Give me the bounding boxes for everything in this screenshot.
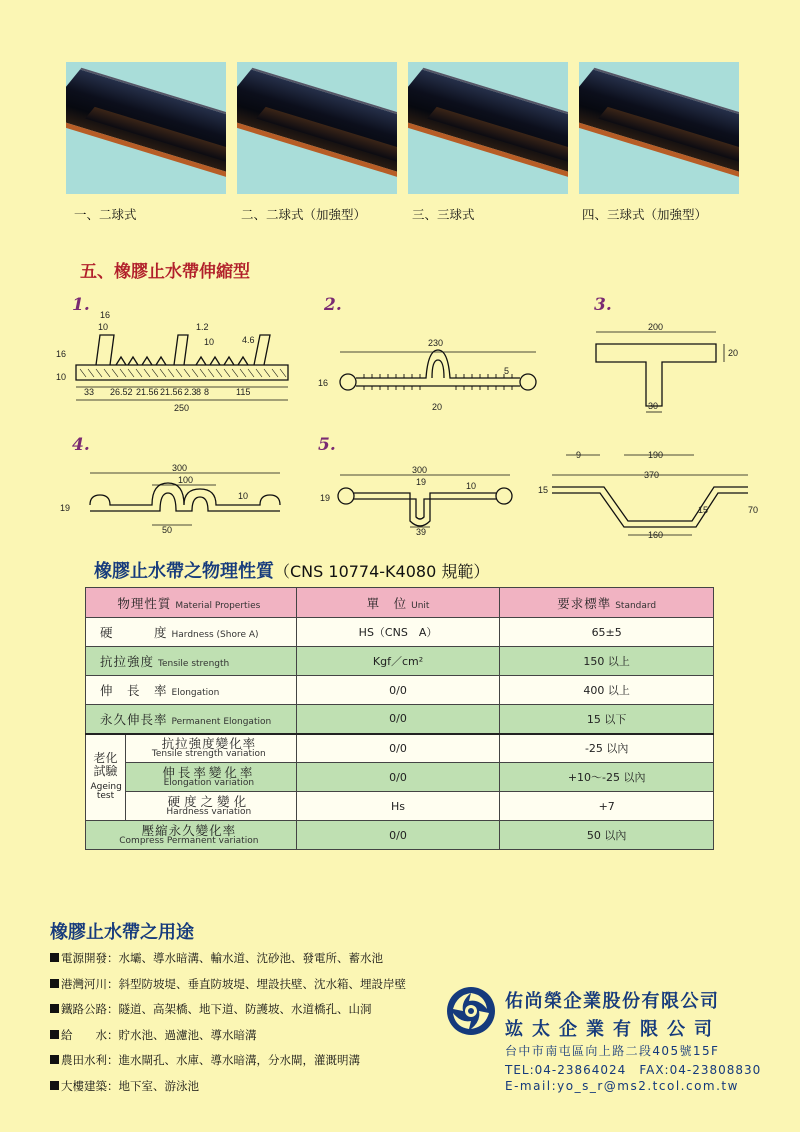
use-label: 港灣河川 — [61, 976, 107, 991]
d1-label-16: 16 — [100, 310, 111, 320]
diagram-number-3: 3. — [594, 295, 612, 315]
row-property — [86, 705, 297, 734]
d5-label-10: 10 — [466, 481, 477, 491]
company-name-2: 竑太企業有限公司 — [505, 1019, 721, 1040]
list-item — [50, 1001, 406, 1027]
row-standard: -25 以內 — [500, 734, 714, 763]
row-property-en: Tensile strength variation — [151, 749, 266, 760]
table-row — [86, 792, 714, 821]
list-item — [50, 1027, 406, 1053]
list-item — [50, 1052, 406, 1078]
row-unit: 0/0 — [296, 821, 500, 850]
d5-label-39: 39 — [416, 527, 427, 537]
d1-label-21-56b: 21.56 — [160, 387, 183, 397]
d4-label-19: 19 — [60, 503, 71, 513]
header-standard-zh: 要求標準 — [557, 595, 612, 611]
row-property-en: Tensile strength — [158, 659, 230, 669]
d6-label-70: 70 — [748, 505, 759, 515]
d3-label-200: 200 — [648, 322, 664, 332]
use-text: ：隧道、高架橋、地下道、防護坡、水道橋孔、山洞 — [107, 1002, 372, 1016]
diagram-6 — [538, 447, 763, 542]
table-row — [86, 647, 714, 676]
d1-label-250: 250 — [174, 403, 190, 413]
diagram-4 — [56, 465, 296, 535]
row-property — [86, 647, 297, 676]
bullet-square-icon — [50, 1055, 59, 1064]
d2-label-20: 20 — [432, 402, 443, 412]
d2-label-16: 16 — [318, 378, 329, 388]
company-email: E-mail:yo_s_r@ms2.tcol.com.tw — [505, 1079, 739, 1093]
row-property-en: Permanent Elongation — [171, 716, 272, 727]
photo-caption-2: 二、二球式（加強型） — [241, 207, 367, 222]
diagram-2 — [318, 330, 548, 420]
company-address: 台中市南屯區向上路二段405號15F — [505, 1044, 720, 1058]
row-standard: 150 以上 — [500, 647, 714, 676]
header-standard-en: Standard — [615, 600, 657, 611]
row-property-en: Hardness (Shore A) — [171, 630, 259, 640]
diagram-5 — [316, 465, 516, 535]
row-property-en: Elongation variation — [163, 778, 255, 789]
row-property-zh: 抗拉強度 — [100, 654, 155, 669]
row-property — [86, 618, 297, 647]
photo-caption-4: 四、三球式（加強型） — [582, 207, 708, 222]
photo-two-bulb — [66, 62, 226, 194]
row-unit: Hs — [296, 792, 500, 821]
list-item — [50, 976, 406, 1002]
row-standard: +10～-25 以內 — [500, 763, 714, 792]
company-logo-icon — [445, 985, 497, 1037]
d4-label-50: 50 — [162, 525, 173, 535]
d6-label-160: 160 — [648, 530, 664, 540]
table-row — [86, 618, 714, 647]
d5-label-300: 300 — [412, 465, 428, 475]
row-property-zh: 硬度之變化 — [167, 793, 251, 809]
header-unit-zh: 單 位 — [366, 595, 408, 611]
row-unit: 0/0 — [296, 676, 500, 705]
d5-label-19a: 19 — [416, 477, 427, 487]
company-name-1: 佑尚榮企業股份有限公司 — [505, 991, 720, 1012]
photo-three-bulb — [408, 62, 568, 194]
d1-label-1-2: 1.2 — [196, 322, 209, 332]
d4-label-300: 300 — [172, 463, 188, 473]
list-item — [50, 1078, 406, 1104]
table-row — [86, 676, 714, 705]
uses-title: 橡膠止水帶之用途 — [50, 922, 194, 943]
bullet-square-icon — [50, 1030, 59, 1039]
d1-label-115: 115 — [236, 387, 251, 397]
photo-caption-3: 三、三球式 — [412, 207, 475, 222]
d1-label-4-6: 4.6 — [242, 335, 255, 345]
d1-label-10: 10 — [98, 322, 109, 332]
header-properties — [86, 588, 297, 618]
table-title — [94, 557, 489, 583]
row-standard: 50 以內 — [500, 821, 714, 850]
d6-label-370: 370 — [644, 470, 660, 480]
photo-caption-1: 一、二球式 — [74, 207, 137, 222]
d1-label-33: 33 — [84, 387, 95, 397]
row-property-en: Hardness variation — [166, 807, 252, 818]
company-phone-fax: TEL:04-23864024 FAX:04-23808830 — [505, 1063, 762, 1077]
header-standard — [500, 588, 714, 618]
diagram-1 — [56, 305, 306, 420]
d6-label-9: 9 — [576, 450, 582, 460]
row-property — [125, 792, 296, 821]
table-row — [86, 705, 714, 734]
row-property-zh: 伸長率變化率 — [162, 764, 256, 780]
table-title-sub: （CNS 10774-K4080 規範） — [274, 562, 490, 581]
table-header-row — [86, 588, 714, 618]
row-unit: Kgf／cm² — [296, 647, 500, 676]
header-unit-en: Unit — [411, 600, 430, 611]
row-unit: HS（CNS A） — [296, 618, 500, 647]
row-property — [86, 676, 297, 705]
row-property-zh: 永久伸長率 — [100, 711, 168, 727]
use-label: 大樓建築 — [61, 1078, 107, 1093]
use-text: ：水壩、導水暗溝、輸水道、沈砂池、發電所、蓄水池 — [107, 951, 383, 965]
bullet-square-icon — [50, 953, 59, 962]
use-text: ：貯水池、過濾池、導水暗溝 — [107, 1027, 257, 1042]
table-row — [86, 763, 714, 792]
diagram-number-5: 5. — [318, 435, 336, 455]
d1-label-8b: 8 — [204, 387, 210, 397]
ageing-label-zh: 老化試驗 — [93, 751, 118, 779]
d6-label-15a: 15 — [538, 485, 549, 495]
d1-label-10b: 10 — [204, 337, 215, 347]
use-text: ：進水閘孔、水庫、導水暗溝，分水閘，灌溉明溝 — [107, 1053, 360, 1067]
d3-label-30: 30 — [648, 401, 659, 411]
header-unit — [296, 588, 500, 618]
d4-label-10: 10 — [238, 491, 249, 501]
row-property-en: Elongation — [171, 688, 220, 698]
d1-label-8a: 8 — [196, 387, 202, 397]
row-property — [86, 821, 297, 850]
diagram-number-4: 4. — [72, 435, 90, 455]
table-row — [86, 821, 714, 850]
uses-list — [50, 950, 406, 1103]
header-properties-zh: 物理性質 — [117, 595, 172, 611]
table-row — [86, 734, 714, 763]
d2-label-5: 5 — [504, 366, 510, 376]
diagram-number-2: 2. — [324, 295, 342, 315]
d2-label-230: 230 — [428, 338, 444, 348]
d6-label-190: 190 — [648, 450, 664, 460]
d1-label-16b: 16 — [56, 349, 67, 359]
photo-three-bulb-reinforced — [579, 62, 739, 194]
table-title-main: 橡膠止水帶之物理性質 — [94, 561, 274, 582]
section-title: 五、橡膠止水帶伸縮型 — [80, 262, 250, 282]
d5-label-19b: 19 — [320, 493, 331, 503]
row-standard: 400 以上 — [500, 676, 714, 705]
properties-table — [85, 587, 714, 850]
use-label: 農田水利 — [61, 1053, 107, 1067]
use-label: 給 水 — [61, 1027, 107, 1042]
ageing-label-en: Ageing test — [90, 781, 122, 802]
bullet-square-icon — [50, 1081, 59, 1090]
use-label: 電源開發 — [61, 951, 107, 965]
use-text: ：地下室、游泳池 — [107, 1078, 199, 1093]
use-text: ：斜型防坡堤、垂直防坡堤、埋設扶壁、沈水箱、埋設岸壁 — [107, 976, 406, 991]
d1-label-21-56a: 21.56 — [136, 387, 159, 397]
row-property-en: Compress Permanent variation — [119, 836, 259, 847]
row-property-zh: 抗拉強度變化率 — [161, 735, 257, 751]
d4-label-100: 100 — [178, 475, 194, 485]
row-unit: 0/0 — [296, 705, 500, 734]
diagram-3 — [590, 318, 740, 418]
bullet-square-icon — [50, 1004, 59, 1013]
row-property-zh: 壓縮永久變化率 — [141, 822, 237, 838]
header-properties-en: Material Properties — [175, 600, 261, 611]
row-standard: +7 — [500, 792, 714, 821]
row-standard: 65±5 — [500, 618, 714, 647]
row-property — [125, 763, 296, 792]
d1-label-26-52: 26.52 — [110, 387, 133, 397]
row-property-zh: 伸 長 率 — [100, 683, 168, 698]
ageing-label — [86, 734, 126, 821]
row-unit: 0/0 — [296, 763, 500, 792]
bullet-square-icon — [50, 979, 59, 988]
d3-label-20: 20 — [728, 348, 739, 358]
photo-two-bulb-reinforced — [237, 62, 397, 194]
row-property — [125, 734, 296, 763]
d1-label-2-3: 2.3 — [184, 387, 197, 397]
d6-label-15b: 15 — [698, 505, 709, 515]
diagram-number-1: 1. — [72, 295, 90, 315]
row-standard: 15 以下 — [500, 705, 714, 734]
use-label: 鐵路公路 — [61, 1002, 107, 1016]
row-unit: 0/0 — [296, 734, 500, 763]
row-property-zh: 硬 度 — [100, 625, 168, 640]
list-item — [50, 950, 406, 976]
d1-label-10c: 10 — [56, 372, 67, 382]
